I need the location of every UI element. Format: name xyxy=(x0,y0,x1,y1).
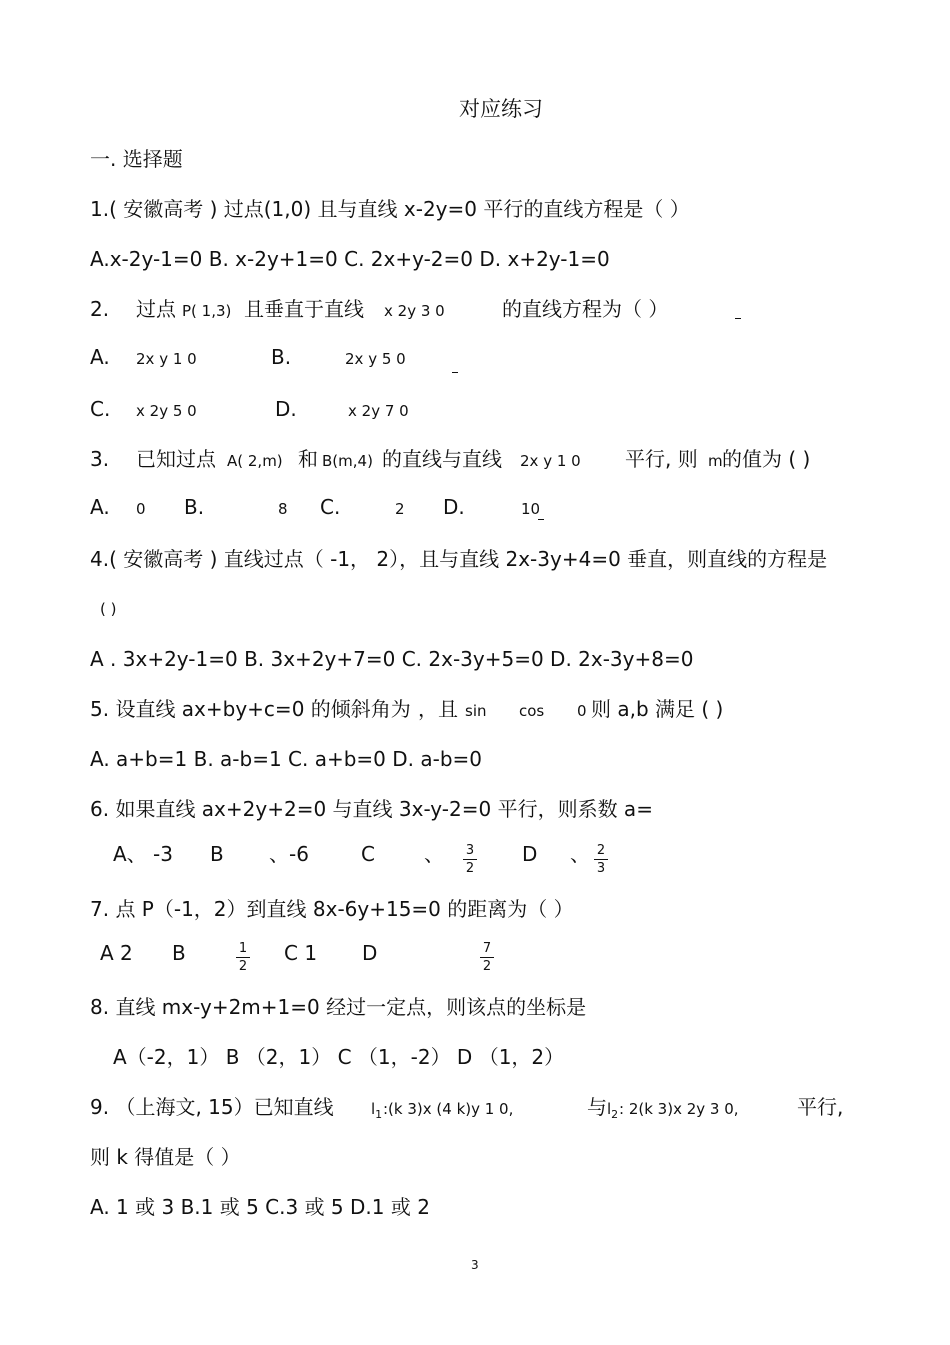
option-d-label: D xyxy=(522,842,538,866)
question-5-options: A. a+b=1 B. a-b=1 C. a+b=0 D. a-b=0 xyxy=(90,747,483,771)
fraction-7-2 xyxy=(480,942,494,973)
option-b-label: B. xyxy=(184,495,205,519)
point-b: B(m,4) xyxy=(322,452,373,470)
sin: sin xyxy=(465,702,487,720)
question-text: 9. （上海文, 15）已知直线 xyxy=(90,1095,334,1119)
option-c-label: C. xyxy=(90,397,111,421)
question-9-options: A. 1 或 3 B.1 或 5 C.3 或 5 D.1 或 2 xyxy=(90,1195,430,1219)
option-c-sep: 、 xyxy=(424,842,444,866)
page-title: 对应练习 xyxy=(459,97,543,121)
option-b-label: B xyxy=(172,941,186,965)
question-number: 3. xyxy=(90,447,110,471)
numerator: 2 xyxy=(596,843,606,858)
numerator: 7 xyxy=(482,941,492,956)
question-text: 和 xyxy=(298,447,318,471)
option-b-label: B xyxy=(210,842,224,866)
option-a-label: A. xyxy=(90,345,110,369)
question-text: 平行, 则 xyxy=(625,447,698,471)
question-1: 1.( 安徽高考 ) 过点(1,0) 且与直线 x-2y=0 平行的直线方程是（ ） xyxy=(90,197,690,221)
question-4-answer-paren: ( ) xyxy=(100,600,117,618)
option-b: 2x y 5 0 xyxy=(345,350,406,368)
question-text: 且垂直于直线 xyxy=(244,297,364,321)
option-c-label: C xyxy=(361,842,375,866)
l1-subscript: 1 xyxy=(375,1108,383,1121)
denominator: 3 xyxy=(596,861,606,876)
option-c-label: C. xyxy=(320,495,341,519)
line-l1 xyxy=(371,1097,382,1127)
option-b-label: B. xyxy=(271,345,292,369)
equation: 2x y 1 0 xyxy=(520,452,581,470)
option-d: 10 xyxy=(521,500,541,518)
option-c: C 1 xyxy=(284,941,318,965)
question-text: 与 xyxy=(587,1095,607,1119)
equation-l2: : 2(k 3)x 2y 3 0, xyxy=(619,1100,739,1118)
mark xyxy=(735,318,741,319)
question-text: 则 a,b 满足 ( ) xyxy=(591,697,724,721)
page-number: 3 xyxy=(471,1258,479,1272)
point-a: A( 2,m) xyxy=(227,452,283,470)
option-c: 2 xyxy=(395,500,405,518)
question-1-options: A.x-2y-1=0 B. x-2y+1=0 C. 2x+y-2=0 D. x+2y-1=0 xyxy=(90,247,610,271)
question-9-line2: 则 k 得值是（ ） xyxy=(90,1145,241,1169)
denominator: 2 xyxy=(482,959,492,974)
variable-m: m xyxy=(708,452,723,470)
l2-subscript: 2 xyxy=(611,1108,619,1121)
l1-label: l xyxy=(371,1100,376,1118)
equation: x 2y 3 0 xyxy=(384,302,445,320)
option-a: A 2 xyxy=(100,941,133,965)
numerator: 3 xyxy=(465,843,475,858)
mark xyxy=(452,372,458,373)
denominator: 2 xyxy=(465,861,475,876)
option-a-label: A. xyxy=(90,495,110,519)
question-text: ，且 xyxy=(418,697,458,721)
line-l2 xyxy=(607,1097,618,1127)
denominator: 2 xyxy=(238,959,248,974)
option-d-label: D. xyxy=(443,495,465,519)
option-d-sep: 、 xyxy=(570,842,590,866)
question-text: 的值为 ( ) xyxy=(722,447,811,471)
question-8: 8. 直线 mx-y+2m+1=0 经过一定点，则该点的坐标是 xyxy=(90,995,587,1019)
fraction-2-3 xyxy=(594,844,608,875)
option-b: 8 xyxy=(278,500,288,518)
option-d-label: D. xyxy=(275,397,297,421)
option-a: 2x y 1 0 xyxy=(136,350,197,368)
numerator: 1 xyxy=(238,941,248,956)
question-text: 平行, xyxy=(797,1095,844,1119)
point-p: P( 1,3) xyxy=(182,302,232,320)
mark xyxy=(538,519,544,520)
option-c: x 2y 5 0 xyxy=(136,402,197,420)
question-8-options: A（-2，1） B （2，1） C （1，-2） D （1，2） xyxy=(113,1045,565,1069)
question-text: 的直线与直线 xyxy=(382,447,502,471)
question-text: 过点 xyxy=(136,297,176,321)
question-text: 5. 设直线 ax+by+c=0 的倾斜角为 xyxy=(90,697,411,721)
cos: cos xyxy=(519,702,545,720)
question-7: 7. 点 P（-1，2）到直线 8x-6y+15=0 的距离为（ ） xyxy=(90,897,574,921)
question-text: 的直线方程为（ ） xyxy=(502,297,669,321)
question-number: 2. xyxy=(90,297,110,321)
section-heading: 一. 选择题 xyxy=(90,147,183,171)
question-6: 6. 如果直线 ax+2y+2=0 与直线 3x-y-2=0 平行，则系数 a= xyxy=(90,797,653,821)
question-text: 已知过点 xyxy=(136,447,216,471)
option-a: 0 xyxy=(136,500,146,518)
option-a: A、 -3 xyxy=(113,842,173,866)
fraction-3-2 xyxy=(463,844,477,875)
option-d: x 2y 7 0 xyxy=(348,402,409,420)
equation-l1: :(k 3)x (4 k)y 1 0, xyxy=(383,1100,514,1118)
l2-label: l xyxy=(607,1100,612,1118)
option-b: 、-6 xyxy=(269,842,309,866)
question-4-options: A . 3x+2y-1=0 B. 3x+2y+7=0 C. 2x-3y+5=0 D. 2x-3y+8=0 xyxy=(90,647,694,671)
option-d-label: D xyxy=(362,941,378,965)
question-4: 4.( 安徽高考 ) 直线过点（ -1， 2），且与直线 2x-3y+4=0 垂直，则直线的方程是 xyxy=(90,547,828,571)
fraction-1-2 xyxy=(236,942,250,973)
zero: 0 xyxy=(577,702,587,720)
